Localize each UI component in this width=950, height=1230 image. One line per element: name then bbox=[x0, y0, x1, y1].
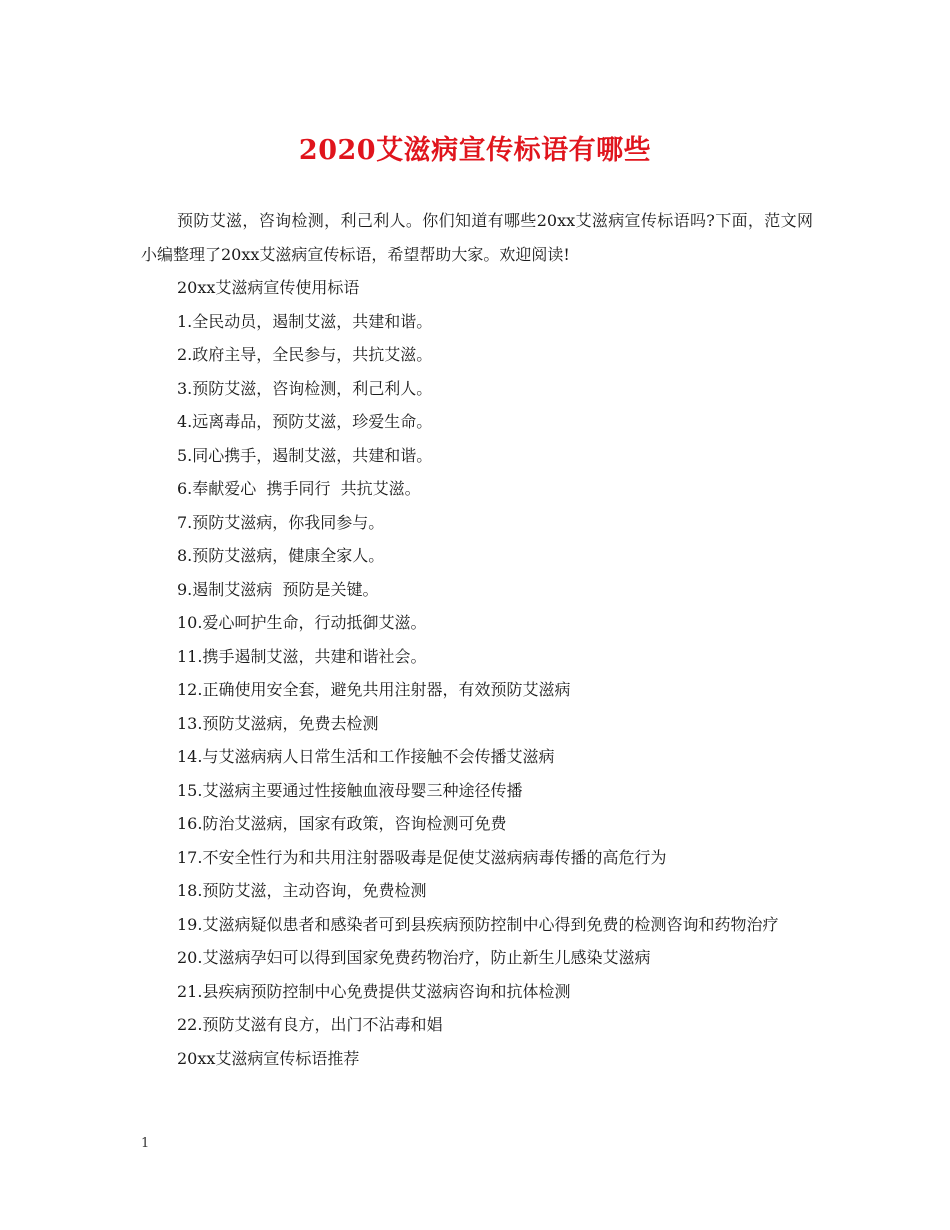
slogan-item: 13.预防艾滋病，免费去检测 bbox=[177, 713, 379, 733]
slogan-item: 12.正确使用安全套，避免共用注射器，有效预防艾滋病 bbox=[177, 680, 571, 699]
slogan-item-19: 19.艾滋病疑似患者和感染者可到县疾病预防控制中心得到免费的检测咨询和药物治疗 bbox=[177, 914, 779, 934]
slogan-item: 15.艾滋病主要通过性接触血液母婴三种途径传播 bbox=[177, 780, 523, 800]
slogan-item: 7.预防艾滋病，你我同参与。 bbox=[177, 512, 385, 532]
slogan-item: 3.预防艾滋，咨询检测，利己利人。 bbox=[177, 378, 433, 398]
page-number: 1 bbox=[141, 1136, 150, 1151]
slogan-item: 20.艾滋病孕妇可以得到国家免费药物治疗，防止新生儿感染艾滋病 bbox=[177, 948, 651, 967]
slogan-item: 11.携手遏制艾滋，共建和谐社会。 bbox=[177, 646, 427, 666]
slogan-item: 10.爱心呵护生命，行动抵御艾滋。 bbox=[177, 613, 427, 632]
slogan-item: 16.防治艾滋病，国家有政策，咨询检测可免费 bbox=[177, 814, 507, 833]
section-heading-usage: 20xx艾滋病宣传使用标语 bbox=[177, 278, 360, 297]
slogan-item: 21.县疾病预防控制中心免费提供艾滋病咨询和抗体检测 bbox=[177, 981, 571, 1001]
section-heading-recommend: 20xx艾滋病宣传标语推荐 bbox=[177, 1048, 360, 1068]
intro-paragraph: 预防艾滋，咨询检测，利己利人。你们知道有哪些20xx艾滋病宣传标语吗?下面，范文网小编整理了20xx艾滋病宣传标语，希望帮助大家。欢迎阅读! bbox=[141, 211, 813, 264]
document-body bbox=[141, 204, 813, 1075]
slogan-item: 5.同心携手，遏制艾滋，共建和谐。 bbox=[177, 445, 433, 465]
slogan-item: 9.遏制艾滋病 预防是关键。 bbox=[177, 579, 379, 599]
slogan-item: 18.预防艾滋，主动咨询，免费检测 bbox=[177, 881, 427, 900]
slogan-item: 6.奉献爱心 携手同行 共抗艾滋。 bbox=[177, 479, 421, 498]
slogan-item: 4.远离毒品，预防艾滋，珍爱生命。 bbox=[177, 412, 433, 431]
slogan-item: 1.全民动员，遏制艾滋，共建和谐。 bbox=[177, 311, 433, 331]
slogan-item: 14.与艾滋病病人日常生活和工作接触不会传播艾滋病 bbox=[177, 747, 555, 766]
page-title: 2020艾滋病宣传标语有哪些 bbox=[298, 135, 652, 166]
slogan-item: 22.预防艾滋有良方，出门不沾毒和娼 bbox=[177, 1015, 443, 1034]
slogan-item: 2.政府主导，全民参与，共抗艾滋。 bbox=[177, 345, 433, 364]
slogan-item: 17.不安全性行为和共用注射器吸毒是促使艾滋病病毒传播的高危行为 bbox=[177, 847, 667, 867]
slogan-item: 8.预防艾滋病，健康全家人。 bbox=[177, 546, 385, 565]
